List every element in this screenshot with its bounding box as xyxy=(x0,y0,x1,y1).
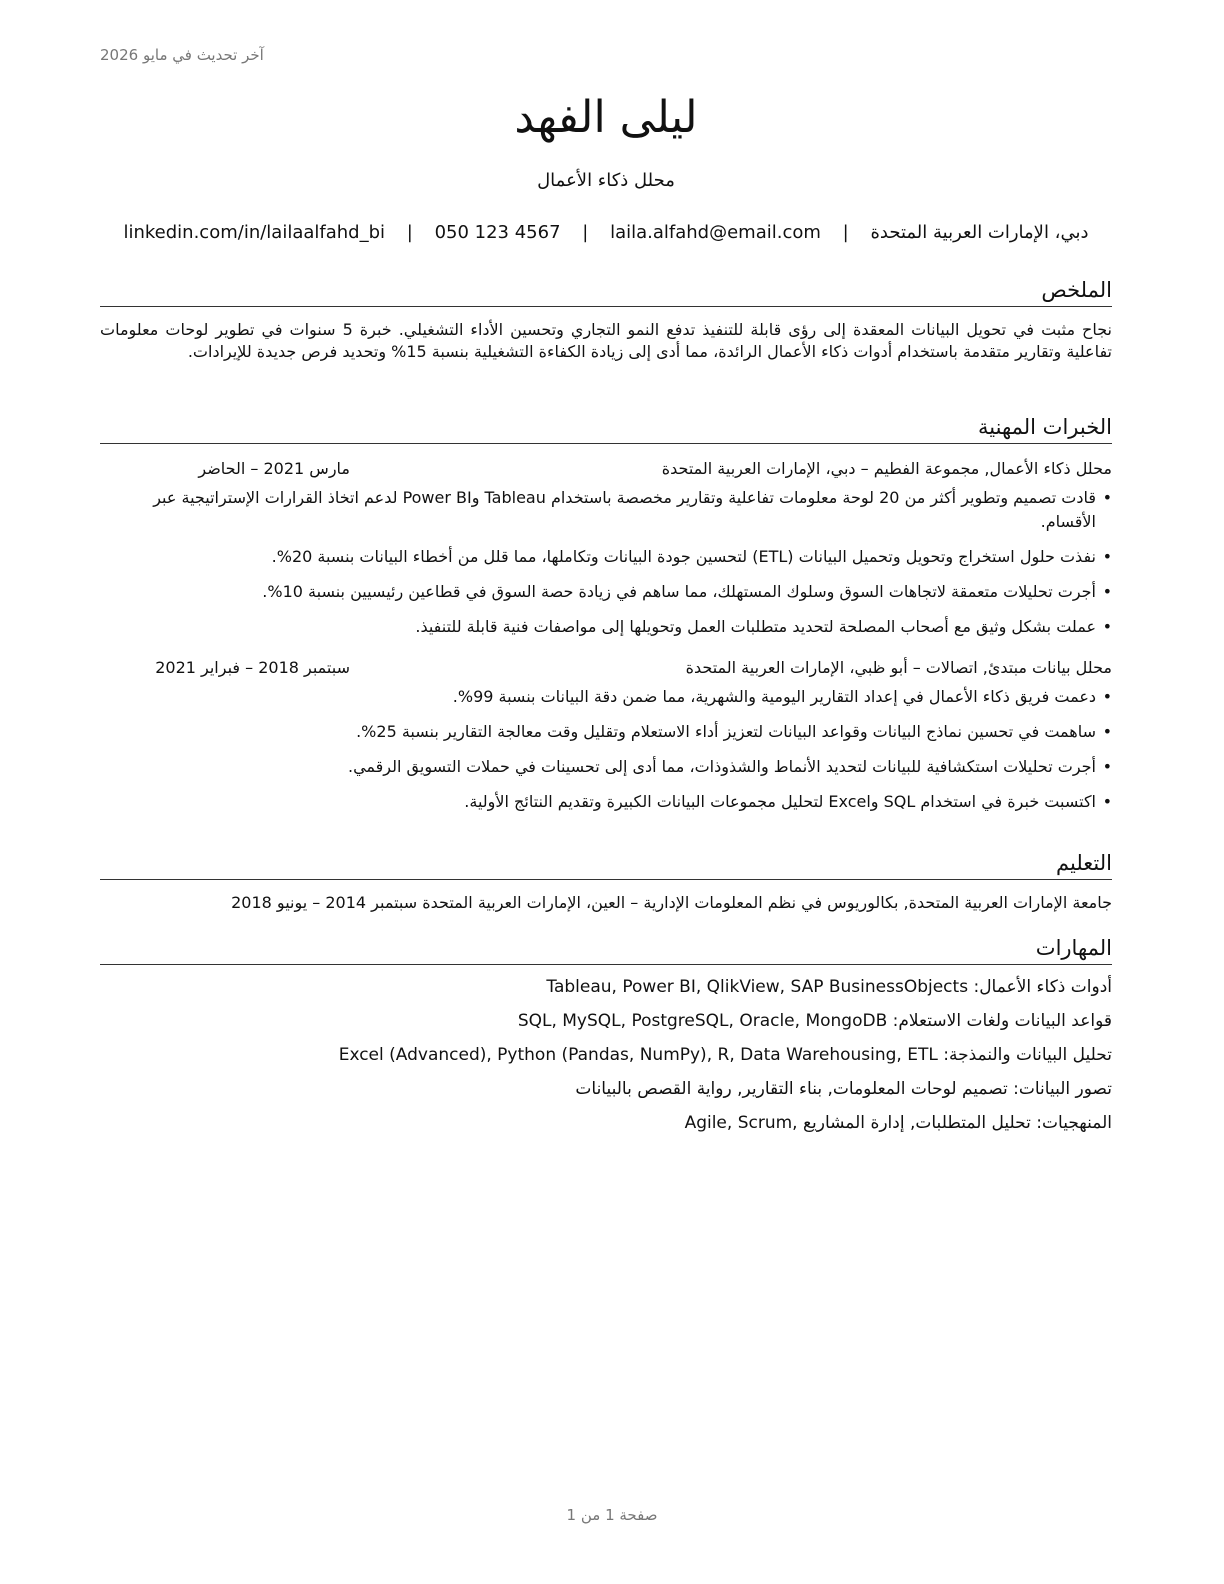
skill-label: تصور البيانات: xyxy=(1013,1079,1112,1099)
skill-label: تحليل البيانات والنمذجة: xyxy=(943,1045,1112,1065)
job-bullet: • نفذت حلول استخراج وتحويل وتحميل البيانات (ETL) لتحسين جودة البيانات وتكاملها، مما قلل من أخطاء البيانات بنسبة 20%. xyxy=(100,545,1112,569)
job-bullets xyxy=(100,486,1112,639)
job-header xyxy=(100,458,1112,480)
education-section xyxy=(100,848,1112,914)
skill-line xyxy=(100,1043,1112,1067)
summary-section xyxy=(100,275,1112,363)
skills-section xyxy=(100,933,1112,1135)
job-entry xyxy=(100,458,1112,639)
job-bullet: • أجرت تحليلات متعمقة لاتجاهات السوق وسلوك المستهلك، مما ساهم في زيادة حصة السوق في قطاعين رئيسيين بنسبة 10%. xyxy=(100,580,1112,604)
job-bullet: • أجرت تحليلات استكشافية للبيانات لتحديد الأنماط والشذوذات، مما أدى إلى تحسينات في حملات التسويق الرقمي. xyxy=(100,755,1112,779)
job-bullet: • عملت بشكل وثيق مع أصحاب المصلحة لتحديد متطلبات العمل وتحويلها إلى مواصفات فنية قابلة للتنفيذ. xyxy=(100,615,1112,639)
job-bullet: • ساهمت في تحسين نماذج البيانات وقواعد البيانات لتعزيز أداء الاستعلام وتقليل وقت معالجة التقارير بنسبة 25%. xyxy=(100,720,1112,744)
skill-value: Excel (Advanced), Python (Pandas, NumPy), R, Data Warehousing, ETL xyxy=(338,1045,938,1065)
education-heading: التعليم xyxy=(100,848,1112,880)
summary-text: نجاح مثبت في تحويل البيانات المعقدة إلى رؤى قابلة للتنفيذ تدفع النمو التجاري وتحسين الأداء التشغيلي. خبرة 5 سنوات في تطوير لوحات معلومات تفاعلية وتقارير متقدمة باستخدام أدوات ذكاء الأعمال الرائدة، مما أدى إلى زيادة الكفاءة التشغيلية بنسبة 15% وتحديد فرص جديدة للإيرادات. xyxy=(100,320,1113,361)
job-title: محلل بيانات مبتدئ, اتصالات – أبو ظبي، الإمارات العربية المتحدة xyxy=(685,658,1112,677)
skill-line xyxy=(100,1111,1112,1135)
skill-value: Agile, Scrum, تحليل المتطلبات, إدارة المشاريع xyxy=(684,1113,1031,1133)
skill-line xyxy=(100,975,1112,999)
job-bullet: • دعمت فريق ذكاء الأعمال في إعداد التقارير اليومية والشهرية، مما ضمن دقة البيانات بنسبة 99%. xyxy=(100,685,1112,709)
skill-value: تصميم لوحات المعلومات, بناء التقارير, رواية القصص بالبيانات xyxy=(575,1079,1008,1099)
contact-location: دبي، الإمارات العربية المتحدة xyxy=(870,222,1089,243)
candidate-role: محلل ذكاء الأعمال xyxy=(537,170,675,191)
contact-separator: | xyxy=(406,222,413,243)
skill-line xyxy=(100,1077,1112,1101)
contact-separator: | xyxy=(582,222,589,243)
experience-section xyxy=(100,412,1112,825)
job-dates: سبتمبر 2018 – فبراير 2021 xyxy=(155,658,350,677)
skill-line xyxy=(100,1009,1112,1033)
contact-phone[interactable]: 050 123 4567 xyxy=(434,222,561,243)
candidate-name: ليلى الفهد xyxy=(514,92,698,143)
summary-heading: الملخص xyxy=(100,275,1112,307)
skills-heading: المهارات xyxy=(100,933,1112,965)
job-header xyxy=(100,657,1112,679)
contact-separator: | xyxy=(842,222,849,243)
education-entry: جامعة الإمارات العربية المتحدة, بكالوريوس في نظم المعلومات الإدارية – العين، الإمارات العربية المتحدة سبتمبر 2014 – يونيو 2018 xyxy=(231,893,1112,912)
job-bullet: • اكتسبت خبرة في استخدام SQL وExcel لتحليل مجموعات البيانات الكبيرة وتقديم النتائج الأولية. xyxy=(100,790,1112,814)
job-bullets xyxy=(100,685,1112,814)
contact-linkedin[interactable]: linkedin.com/in/lailaalfahd_bi xyxy=(123,222,386,243)
job-title: محلل ذكاء الأعمال, مجموعة الفطيم – دبي، الإمارات العربية المتحدة xyxy=(661,459,1112,478)
skill-label: قواعد البيانات ولغات الاستعلام: xyxy=(892,1011,1112,1031)
experience-heading: الخبرات المهنية xyxy=(100,412,1112,444)
contact-email[interactable]: laila.alfahd@email.com xyxy=(610,222,821,243)
skill-value: Tableau, Power BI, QlikView, SAP BusinessObjects xyxy=(546,977,969,997)
last-updated-note: آخر تحديث في مايو 2026 xyxy=(100,46,264,64)
skill-value: SQL, MySQL, PostgreSQL, Oracle, MongoDB xyxy=(517,1011,888,1031)
skill-label: المنهجيات: xyxy=(1036,1113,1112,1133)
job-dates: مارس 2021 – الحاضر xyxy=(198,459,350,478)
job-entry xyxy=(100,657,1112,814)
skill-label: أدوات ذكاء الأعمال: xyxy=(973,977,1112,997)
page-number: صفحة 1 من 1 xyxy=(566,1506,658,1524)
job-bullet: • قادت تصميم وتطوير أكثر من 20 لوحة معلومات تفاعلية وتقارير مخصصة باستخدام Tableau وPower BI لدعم اتخاذ القرارات الإستراتيجية عبر الأقسام. xyxy=(100,486,1112,534)
contact-line xyxy=(100,222,1112,243)
